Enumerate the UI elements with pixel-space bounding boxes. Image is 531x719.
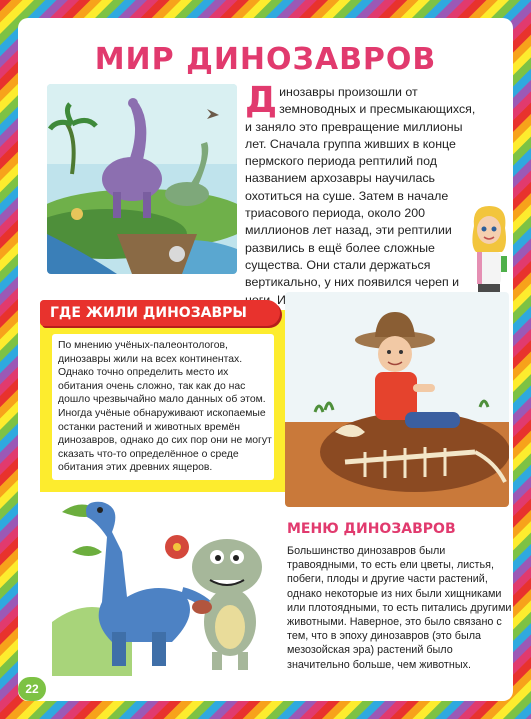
dinosaur-landscape-illustration — [47, 84, 237, 274]
menu-section-title: МЕНЮ ДИНОЗАВРОВ — [287, 521, 456, 537]
paleontologist-dig-illustration — [285, 292, 509, 507]
page-title: МИР ДИНОЗАВРОВ — [94, 42, 437, 77]
cartoon-dinosaurs-illustration — [52, 492, 278, 676]
page-number-badge: 22 — [18, 677, 46, 701]
habitat-paragraph: По мнению учёных-палеонтологов, динозавры жили на всех континентах. Однако точно определить место их обитания очень сложно, так как до нас дошло чрезвычайно мало данных об этом. Иногда учёные обнаруживают ископаемые останки растений и животных времён динозавров, однако до сих пор они не могут сказать что-то определённое о среде обитания этих древних ящеров. — [58, 340, 272, 474]
intro-paragraph — [245, 80, 480, 326]
habitat-header-label: ГДЕ ЖИЛИ ДИНОЗАВРЫ — [50, 305, 247, 321]
drop-cap: Д — [245, 80, 278, 121]
menu-paragraph: Большинство динозавров были травоядными, то есть ели цветы, листья, побеги, плоды и другие части растений, однако некоторые из них были хищниками или плотоядными, то есть питались другими животными. Наверное, это было связано с тем, что в эпоху динозавров (это была мезозойская эра) растений было значительно больше, чем животных. — [287, 545, 512, 671]
habitat-section-header — [40, 300, 280, 326]
intro-text: инозавры произошли от земноводных и пресмыкающихся, и заняло это превращение миллионы лет. Сначала группа живших в конце пермского периода рептилий под названием архозавры научилась охотиться на суше. Затем в начале триасового периода, около 200 миллионов лет назад, эти рептилии развились в ещё более сложные существа. Они стали держаться вертикально, у них появился череп и И — [245, 85, 476, 307]
